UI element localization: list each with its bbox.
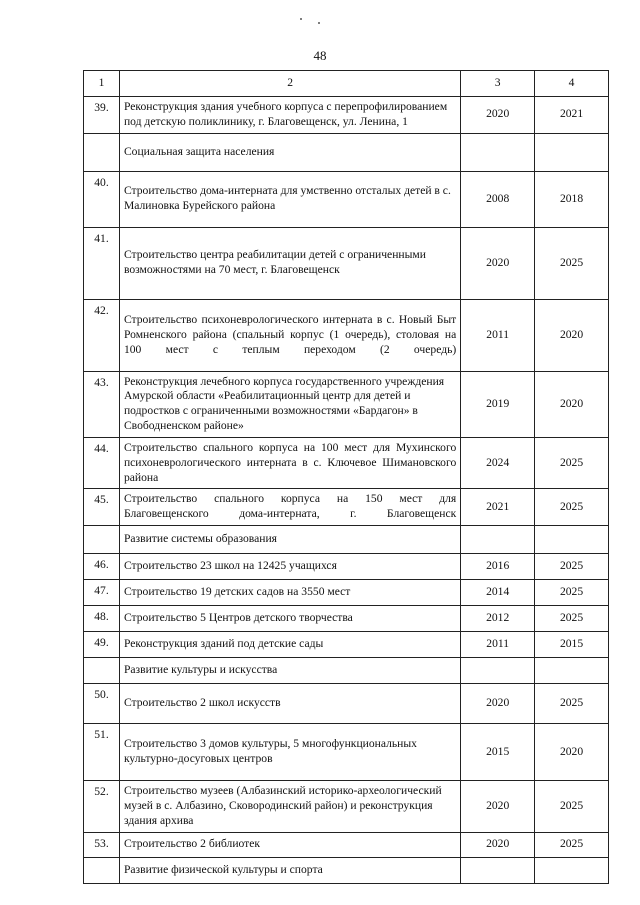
section-title: Социальная защита населения: [119, 133, 460, 171]
section-num-cell: [84, 526, 120, 554]
section-title: Развитие системы образования: [119, 526, 460, 554]
start-year: 2012: [461, 606, 535, 632]
start-year: 2015: [461, 724, 535, 781]
table-row: [84, 437, 609, 488]
table-row: [84, 724, 609, 781]
start-year: 2008: [461, 171, 535, 227]
project-description: Строительство 3 домов культуры, 5 многофункциональных культурно-досуговых центров: [119, 724, 460, 781]
project-description: Строительство 2 библиотек: [119, 832, 460, 857]
table-header-row: [84, 71, 609, 97]
table-row: [84, 371, 609, 437]
scan-speck: [318, 22, 320, 24]
end-year: 2018: [535, 171, 609, 227]
project-description: Реконструкция лечебного корпуса государственного учреждения Амурской области «Реабилитационный центр для детей и подростков с ограниченными возможностями «Бардагон» в Свободненском районе»: [119, 371, 460, 437]
end-year: 2025: [535, 580, 609, 606]
start-year: 2011: [461, 299, 535, 371]
section-row: [84, 857, 609, 883]
start-year: 2020: [461, 832, 535, 857]
header-col-3: 3: [461, 71, 535, 97]
start-year: 2020: [461, 227, 535, 299]
project-description: Строительство центра реабилитации детей с ограниченными возможностями на 70 мест, г. Благовещенск: [119, 227, 460, 299]
section-empty-cell: [461, 133, 535, 171]
section-title: Развитие физической культуры и спорта: [119, 857, 460, 883]
project-description: Строительство спального корпуса на 150 мест для Благовещенского дома-интерната, г. Благовещенск: [119, 489, 460, 526]
project-description: Строительство 23 школ на 12425 учащихся: [119, 554, 460, 580]
row-number: 51.: [84, 724, 120, 781]
project-description: Строительство музеев (Албазинский историко-археологический музей в с. Албазино, Сковородинский район) и реконструкция здания архива: [119, 781, 460, 832]
start-year: 2020: [461, 97, 535, 134]
start-year: 2020: [461, 781, 535, 832]
projects-table: [83, 70, 609, 884]
header-col-4: 4: [535, 71, 609, 97]
end-year: 2025: [535, 606, 609, 632]
section-title: Развитие культуры и искусства: [119, 658, 460, 684]
section-empty-cell: [535, 658, 609, 684]
project-description: Строительство психоневрологического интерната в с. Новый Быт Ромненского района (спальный корпус (1 очередь), столовая на 100 мест с теплым переходом (2 очередь): [119, 299, 460, 371]
end-year: 2021: [535, 97, 609, 134]
project-description: Реконструкция зданий под детские сады: [119, 632, 460, 658]
end-year: 2025: [535, 489, 609, 526]
row-number: 46.: [84, 554, 120, 580]
table-row: [84, 606, 609, 632]
section-empty-cell: [535, 526, 609, 554]
start-year: 2016: [461, 554, 535, 580]
section-row: [84, 526, 609, 554]
page-number: 48: [313, 48, 327, 63]
section-empty-cell: [461, 857, 535, 883]
start-year: 2024: [461, 437, 535, 488]
end-year: 2025: [535, 227, 609, 299]
row-number: 45.: [84, 489, 120, 526]
row-number: 42.: [84, 299, 120, 371]
project-description: Строительство 2 школ искусств: [119, 684, 460, 724]
header-col-1: 1: [84, 71, 120, 97]
project-description: Строительство 5 Центров детского творчества: [119, 606, 460, 632]
row-number: 39.: [84, 97, 120, 134]
row-number: 53.: [84, 832, 120, 857]
table-row: [84, 632, 609, 658]
table-row: [84, 832, 609, 857]
table-row: [84, 171, 609, 227]
section-empty-cell: [461, 526, 535, 554]
end-year: 2025: [535, 554, 609, 580]
row-number: 48.: [84, 606, 120, 632]
end-year: 2025: [535, 684, 609, 724]
end-year: 2020: [535, 299, 609, 371]
project-description: Строительство спального корпуса на 100 мест для Мухинского психоневрологического интерната в с. Ключевое Шимановского района: [119, 437, 460, 488]
row-number: 52.: [84, 781, 120, 832]
table-row: [84, 97, 609, 134]
project-description: Строительство 19 детских садов на 3550 мест: [119, 580, 460, 606]
end-year: 2025: [535, 437, 609, 488]
end-year: 2020: [535, 724, 609, 781]
end-year: 2025: [535, 781, 609, 832]
row-number: 40.: [84, 171, 120, 227]
table-row: [84, 489, 609, 526]
row-number: 41.: [84, 227, 120, 299]
row-number: 49.: [84, 632, 120, 658]
table-row: [84, 781, 609, 832]
section-num-cell: [84, 857, 120, 883]
table-row: [84, 684, 609, 724]
section-num-cell: [84, 658, 120, 684]
project-description: Строительство дома-интерната для умственно отсталых детей в с. Малиновка Бурейского района: [119, 171, 460, 227]
section-row: [84, 133, 609, 171]
table-row: [84, 299, 609, 371]
end-year: 2020: [535, 371, 609, 437]
end-year: 2025: [535, 832, 609, 857]
row-number: 47.: [84, 580, 120, 606]
start-year: 2014: [461, 580, 535, 606]
start-year: 2021: [461, 489, 535, 526]
project-description: Реконструкция здания учебного корпуса с перепрофилированием под детскую поликлинику, г. Благовещенск, ул. Ленина, 1: [119, 97, 460, 134]
table-row: [84, 580, 609, 606]
section-row: [84, 658, 609, 684]
row-number: 43.: [84, 371, 120, 437]
start-year: 2011: [461, 632, 535, 658]
header-col-2: 2: [119, 71, 460, 97]
section-empty-cell: [535, 857, 609, 883]
section-empty-cell: [461, 658, 535, 684]
row-number: 50.: [84, 684, 120, 724]
section-empty-cell: [535, 133, 609, 171]
table-row: [84, 227, 609, 299]
end-year: 2015: [535, 632, 609, 658]
start-year: 2019: [461, 371, 535, 437]
start-year: 2020: [461, 684, 535, 724]
scan-speck: [300, 18, 302, 20]
row-number: 44.: [84, 437, 120, 488]
table-row: [84, 554, 609, 580]
section-num-cell: [84, 133, 120, 171]
